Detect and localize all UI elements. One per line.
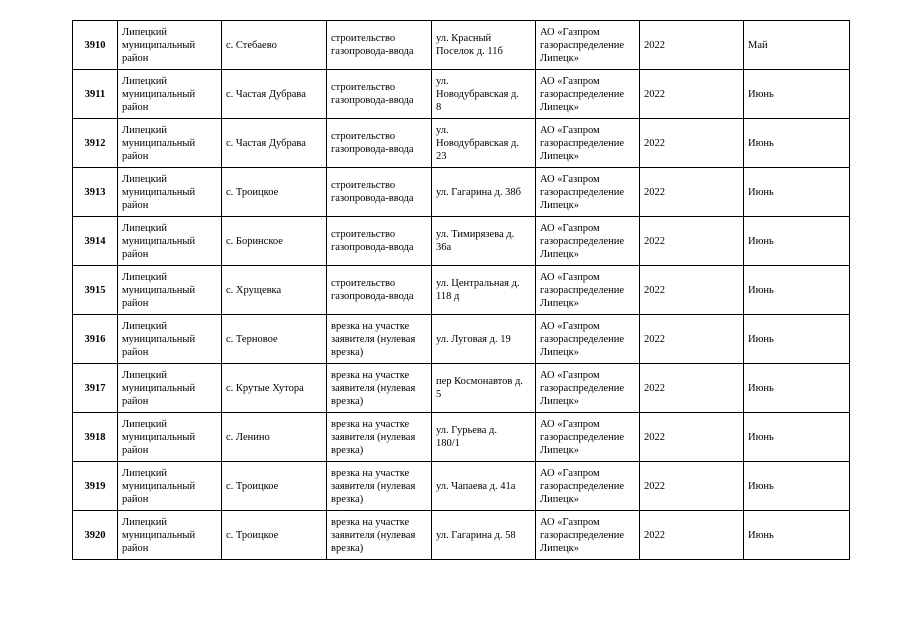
organization-cell-text: АО «Газпром газораспределение Липецк» [540, 26, 625, 64]
settlement-cell [222, 413, 327, 462]
year-cell-text: 2022 [644, 284, 665, 296]
table-row [73, 266, 850, 315]
year-cell-text: 2022 [644, 333, 665, 345]
month-cell-text: Июнь [748, 480, 774, 492]
work-type-cell [327, 413, 432, 462]
address-cell [432, 119, 536, 168]
month-cell-text: Июнь [748, 431, 774, 443]
settlement-cell-text: с. Троицкое [226, 480, 279, 492]
month-cell [744, 70, 850, 119]
organization-cell-text: АО «Газпром газораспределение Липецк» [540, 271, 625, 309]
address-cell [432, 462, 536, 511]
object-number-cell [73, 511, 118, 560]
month-cell [744, 266, 850, 315]
district-cell-text: Липецкий муниципальный район [122, 418, 196, 456]
address-cell [432, 217, 536, 266]
work-type-cell [327, 266, 432, 315]
month-cell-text: Июнь [748, 88, 774, 100]
year-cell [640, 266, 744, 315]
address-cell-text: ул. Центральная д. 118 д [436, 278, 520, 302]
address-cell-text: ул. Новодубравская д. 23 [436, 124, 519, 162]
object-number-cell-text: 3914 [84, 235, 106, 247]
year-cell [640, 511, 744, 560]
year-cell [640, 217, 744, 266]
object-number-cell-text: 3912 [84, 137, 106, 149]
settlement-cell [222, 21, 327, 70]
settlement-cell-text: с. Частая Дубрава [226, 88, 306, 100]
table-row [73, 217, 850, 266]
work-type-cell-text: строительство газопровода-ввода [331, 131, 414, 155]
object-number-cell [73, 364, 118, 413]
year-cell [640, 168, 744, 217]
address-cell-text: ул. Гагарина д. 38б [436, 186, 521, 198]
year-cell [640, 413, 744, 462]
organization-cell [536, 168, 640, 217]
table-row [73, 413, 850, 462]
settlement-cell-text: с. Троицкое [226, 529, 279, 541]
organization-cell [536, 315, 640, 364]
settlement-cell-text: с. Частая Дубрава [226, 137, 306, 149]
organization-cell [536, 217, 640, 266]
organization-cell [536, 462, 640, 511]
work-type-cell-text: врезка на участке заявителя (нулевая врезка) [331, 320, 416, 358]
object-number-cell [73, 119, 118, 168]
work-type-cell [327, 364, 432, 413]
month-cell [744, 21, 850, 70]
object-number-cell-text: 3917 [84, 382, 106, 394]
district-cell-text: Липецкий муниципальный район [122, 26, 196, 64]
organization-cell-text: АО «Газпром газораспределение Липецк» [540, 222, 625, 260]
object-number-cell [73, 462, 118, 511]
work-type-cell-text: врезка на участке заявителя (нулевая врезка) [331, 516, 416, 554]
month-cell [744, 413, 850, 462]
district-cell-text: Липецкий муниципальный район [122, 124, 196, 162]
object-number-cell [73, 70, 118, 119]
district-cell [118, 168, 222, 217]
settlement-cell [222, 119, 327, 168]
month-cell-text: Июнь [748, 186, 774, 198]
object-number-cell-text: 3920 [84, 529, 106, 541]
organization-cell [536, 21, 640, 70]
work-type-cell-text: строительство газопровода-ввода [331, 33, 414, 57]
object-number-cell [73, 168, 118, 217]
table-row [73, 315, 850, 364]
table-row [73, 462, 850, 511]
year-cell-text: 2022 [644, 431, 665, 443]
month-cell [744, 168, 850, 217]
table-row [73, 364, 850, 413]
month-cell [744, 119, 850, 168]
table-body [73, 21, 850, 560]
organization-cell [536, 266, 640, 315]
district-cell [118, 462, 222, 511]
object-number-cell [73, 217, 118, 266]
district-cell [118, 315, 222, 364]
settlement-cell [222, 168, 327, 217]
object-number-cell [73, 266, 118, 315]
organization-cell-text: АО «Газпром газораспределение Липецк» [540, 467, 625, 505]
month-cell [744, 462, 850, 511]
address-cell [432, 315, 536, 364]
object-number-cell-text: 3910 [84, 39, 106, 51]
district-cell [118, 21, 222, 70]
address-cell [432, 168, 536, 217]
year-cell-text: 2022 [644, 39, 665, 51]
settlement-cell-text: с. Троицкое [226, 186, 279, 198]
address-cell-text: ул. Красный Поселок д. 11б [436, 33, 503, 57]
month-cell-text: Июнь [748, 284, 774, 296]
organization-cell-text: АО «Газпром газораспределение Липецк» [540, 124, 625, 162]
month-cell-text: Июнь [748, 382, 774, 394]
object-number-cell-text: 3919 [84, 480, 106, 492]
table-row [73, 168, 850, 217]
address-cell-text: ул. Гагарина д. 58 [436, 529, 516, 541]
work-type-cell [327, 21, 432, 70]
organization-cell [536, 364, 640, 413]
district-cell [118, 70, 222, 119]
work-type-cell-text: врезка на участке заявителя (нулевая врезка) [331, 467, 416, 505]
year-cell [640, 462, 744, 511]
object-number-cell [73, 21, 118, 70]
district-cell-text: Липецкий муниципальный район [122, 173, 196, 211]
object-number-cell-text: 3918 [84, 431, 106, 443]
district-cell [118, 217, 222, 266]
district-cell-text: Липецкий муниципальный район [122, 320, 196, 358]
address-cell [432, 511, 536, 560]
settlement-cell [222, 511, 327, 560]
district-cell-text: Липецкий муниципальный район [122, 369, 196, 407]
organization-cell-text: АО «Газпром газораспределение Липецк» [540, 516, 625, 554]
work-type-cell-text: строительство газопровода-ввода [331, 229, 414, 253]
object-number-cell-text: 3915 [84, 284, 106, 296]
address-cell-text: ул. Новодубравская д. 8 [436, 75, 519, 113]
work-type-cell-text: врезка на участке заявителя (нулевая врезка) [331, 369, 416, 407]
work-type-cell [327, 168, 432, 217]
object-number-cell-text: 3911 [84, 88, 106, 100]
month-cell-text: Июнь [748, 529, 774, 541]
address-cell-text: ул. Тимирязева д. 36а [436, 229, 515, 253]
settlement-cell [222, 462, 327, 511]
settlement-cell-text: с. Крутые Хутора [226, 382, 304, 394]
settlement-cell-text: с. Стебаево [226, 39, 277, 51]
address-cell [432, 70, 536, 119]
year-cell-text: 2022 [644, 382, 665, 394]
work-type-cell-text: строительство газопровода-ввода [331, 82, 414, 106]
month-cell-text: Июнь [748, 137, 774, 149]
month-cell [744, 217, 850, 266]
object-number-cell [73, 413, 118, 462]
year-cell [640, 315, 744, 364]
month-cell-text: Июнь [748, 235, 774, 247]
table-row [73, 70, 850, 119]
district-cell-text: Липецкий муниципальный район [122, 467, 196, 505]
month-cell-text: Май [748, 39, 768, 51]
month-cell [744, 364, 850, 413]
table-row [73, 119, 850, 168]
district-cell [118, 413, 222, 462]
organization-cell-text: АО «Газпром газораспределение Липецк» [540, 75, 625, 113]
year-cell-text: 2022 [644, 235, 665, 247]
year-cell [640, 21, 744, 70]
work-type-cell [327, 70, 432, 119]
object-number-cell-text: 3913 [84, 186, 106, 198]
settlement-cell-text: с. Боринское [226, 235, 283, 247]
work-type-cell [327, 315, 432, 364]
district-cell [118, 119, 222, 168]
year-cell-text: 2022 [644, 137, 665, 149]
year-cell-text: 2022 [644, 529, 665, 541]
address-cell-text: ул. Гурьева д. 180/1 [436, 425, 497, 449]
settlement-cell [222, 364, 327, 413]
organization-cell [536, 70, 640, 119]
year-cell [640, 70, 744, 119]
work-type-cell-text: строительство газопровода-ввода [331, 180, 414, 204]
settlement-cell [222, 70, 327, 119]
address-cell [432, 266, 536, 315]
organization-cell [536, 511, 640, 560]
table-row [73, 21, 850, 70]
month-cell [744, 315, 850, 364]
month-cell [744, 511, 850, 560]
year-cell [640, 364, 744, 413]
address-cell-text: ул. Чапаева д. 41а [436, 480, 516, 492]
address-cell [432, 21, 536, 70]
address-cell [432, 413, 536, 462]
address-cell-text: пер Космонавтов д. 5 [436, 376, 523, 400]
year-cell-text: 2022 [644, 88, 665, 100]
district-cell-text: Липецкий муниципальный район [122, 271, 196, 309]
settlement-cell [222, 315, 327, 364]
object-number-cell-text: 3916 [84, 333, 106, 345]
work-type-cell [327, 462, 432, 511]
work-type-cell [327, 217, 432, 266]
district-cell-text: Липецкий муниципальный район [122, 222, 196, 260]
year-cell-text: 2022 [644, 480, 665, 492]
organization-cell [536, 119, 640, 168]
year-cell-text: 2022 [644, 186, 665, 198]
year-cell [640, 119, 744, 168]
table-row [73, 511, 850, 560]
district-cell [118, 364, 222, 413]
object-number-cell [73, 315, 118, 364]
organization-cell-text: АО «Газпром газораспределение Липецк» [540, 320, 625, 358]
organization-cell-text: АО «Газпром газораспределение Липецк» [540, 369, 625, 407]
work-type-cell [327, 511, 432, 560]
district-cell-text: Липецкий муниципальный район [122, 516, 196, 554]
gasification-schedule-table [72, 20, 850, 560]
organization-cell-text: АО «Газпром газораспределение Липецк» [540, 173, 625, 211]
district-cell [118, 266, 222, 315]
address-cell [432, 364, 536, 413]
settlement-cell [222, 217, 327, 266]
settlement-cell [222, 266, 327, 315]
settlement-cell-text: с. Хрущевка [226, 284, 282, 296]
month-cell-text: Июнь [748, 333, 774, 345]
address-cell-text: ул. Луговая д. 19 [436, 333, 511, 345]
district-cell [118, 511, 222, 560]
settlement-cell-text: с. Ленино [226, 431, 270, 443]
organization-cell [536, 413, 640, 462]
organization-cell-text: АО «Газпром газораспределение Липецк» [540, 418, 625, 456]
district-cell-text: Липецкий муниципальный район [122, 75, 196, 113]
work-type-cell [327, 119, 432, 168]
work-type-cell-text: врезка на участке заявителя (нулевая врезка) [331, 418, 416, 456]
work-type-cell-text: строительство газопровода-ввода [331, 278, 414, 302]
settlement-cell-text: с. Терновое [226, 333, 278, 345]
